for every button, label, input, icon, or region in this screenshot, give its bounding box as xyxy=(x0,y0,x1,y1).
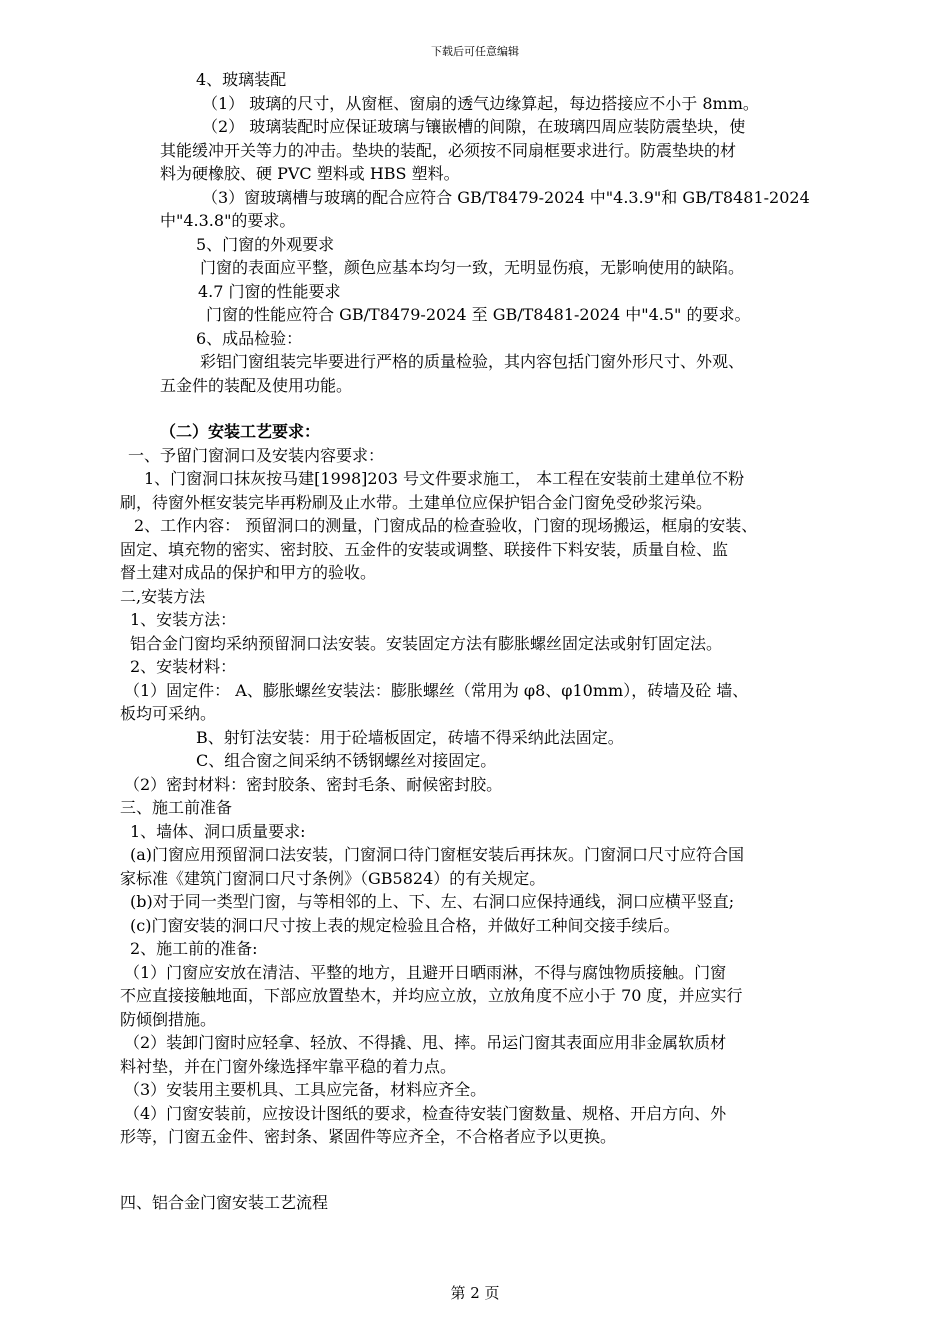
text-line: 料为硬橡胶、硬 PVC 塑料或 HBS 塑料。 xyxy=(160,164,460,183)
section-heading: 四、铝合金门窗安装工艺流程 xyxy=(120,1192,329,1212)
text-line: （4）门窗安装前，应按设计图纸的要求，检查待安装门窗数量、规格、开启方向、外 xyxy=(124,1103,727,1123)
document-body xyxy=(120,68,880,1214)
text-line: 形等，门窗五金件、密封条、紧固件等应齐全，不合格者应予以更换。 xyxy=(120,1127,617,1146)
page-header: 下载后可任意编辑 xyxy=(431,45,519,58)
text-line: 4.7 门窗的性能要求 xyxy=(198,281,341,301)
text-line: (b)对于同一类型门窗，与等相邻的上、下、左、右洞口应保持通线，洞口应横平竖直; xyxy=(130,892,735,911)
text-line: （3）窗玻璃槽与玻璃的配合应符合 GB/T8479-2024 中"4.3.9"和 GB/T8481-2024 xyxy=(202,187,810,207)
text-line: 6、成品检验： xyxy=(196,328,303,348)
text-line: （1）门窗应安放在清洁、平整的地方，且避开日晒雨淋，不得与腐蚀物质接触。门窗 xyxy=(124,962,727,982)
text-line: 1、墙体、洞口质量要求: xyxy=(130,821,306,841)
text-line: （2） 玻璃装配时应保证玻璃与镶嵌槽的间隙，在玻璃四周应装防震垫块，使 xyxy=(202,117,746,136)
text-line: 五金件的装配及使用功能。 xyxy=(160,375,353,395)
paragraph-gap xyxy=(120,397,880,420)
text-line: （1） 玻璃的尺寸，从窗框、窗扇的透气边缘算起，每边搭接应不小于 8mm。 xyxy=(202,93,759,113)
text-line: 三、施工前准备 xyxy=(120,798,233,817)
text-line: 1、门窗洞口抹灰按马建[1998]203 号文件要求施工， 本工程在安装前土建单位不粉 xyxy=(144,469,745,488)
text-line: （3）安装用主要机具、工具应完备，材料应齐全。 xyxy=(124,1080,487,1099)
text-line: 中"4.3.8"的要求。 xyxy=(160,211,296,230)
text-line: (a)门窗应用预留洞口法安装，门窗洞口待门窗框安装后再抹灰。门窗洞口尺寸应符合国 xyxy=(130,845,745,864)
text-line: 料衬垫，并在门窗外缘选择牢靠平稳的着力点。 xyxy=(120,1056,457,1076)
text-line: (c)门窗安装的洞口尺寸按上表的规定检验且合格，并做好工种间交接手续后。 xyxy=(130,915,680,935)
text-line: 2、安装材料： xyxy=(130,657,237,676)
text-line: （2）装卸门窗时应轻拿、轻放、不得撬、甩、摔。吊运门窗其表面应用非金属软质材 xyxy=(124,1033,727,1052)
text-line: 不应直接接触地面，下部应放置垫木，并均应立放，立放角度不应小于 70 度，并应实行 xyxy=(120,986,743,1005)
text-line: （2）密封材料：密封胶条、密封毛条、耐候密封胶。 xyxy=(124,774,503,794)
text-line: 5、门窗的外观要求 xyxy=(196,234,335,254)
text-line: 2、施工前的准备: xyxy=(130,939,258,958)
text-line: 板均可采纳。 xyxy=(120,704,217,723)
text-line: 一、予留门窗洞口及安装内容要求： xyxy=(128,445,385,465)
text-line: 4、玻璃装配 xyxy=(196,70,287,89)
text-line: 家标准《建筑门窗洞口尺寸条例》（GB5824）的有关规定。 xyxy=(120,868,546,888)
text-line: 督土建对成品的保护和甲方的验收。 xyxy=(120,563,377,582)
paragraph-gap xyxy=(120,1149,880,1191)
text-line: 门窗的表面应平整，颜色应基本均匀一致，无明显伤痕，无影响使用的缺陷。 xyxy=(200,258,745,277)
text-line: 铝合金门窗均采纳预留洞口法安装。安装固定方法有膨胀螺丝固定法或射钉固定法。 xyxy=(130,633,723,653)
text-line: B、射钉法安装：用于砼墙板固定，砖墙不得采纳此法固定。 xyxy=(196,727,624,747)
text-line: 门窗的性能应符合 GB/T8479-2024 至 GB/T8481-2024 中"4.5" 的要求。 xyxy=(206,305,751,324)
text-line: 防倾倒措施。 xyxy=(120,1009,217,1029)
text-line: （1）固定件： A、膨胀螺丝安装法：膨胀螺丝（常用为 φ8、φ10mm），砖墙及砼 墙、 xyxy=(124,680,749,700)
section-heading: （二）安装工艺要求： xyxy=(160,422,321,441)
page-number: 第 2 页 xyxy=(450,1284,500,1302)
text-line: C、组合窗之间采纳不锈钢螺丝对接固定。 xyxy=(196,751,497,770)
text-line: 2、工作内容： 预留洞口的测量，门窗成品的检查验收，门窗的现场搬运，框扇的安装、 xyxy=(134,516,758,535)
text-line: 二,安装方法 xyxy=(120,586,206,606)
text-line: 其能缓冲开关等力的冲击。垫块的装配，必须按不同扇框要求进行。防震垫块的材 xyxy=(160,140,737,160)
text-line: 1、安装方法： xyxy=(130,610,237,629)
text-line: 彩铝门窗组装完毕要进行严格的质量检验，其内容包括门窗外形尺寸、外观、 xyxy=(200,352,745,371)
text-line: 固定、填充物的密实、密封胶、五金件的安装或调整、联接件下料安装，质量自检、监 xyxy=(120,539,729,559)
text-line: 刷，待窗外框安装完毕再粉刷及止水带。土建单位应保护铝合金门窗免受砂浆污染。 xyxy=(120,492,713,512)
